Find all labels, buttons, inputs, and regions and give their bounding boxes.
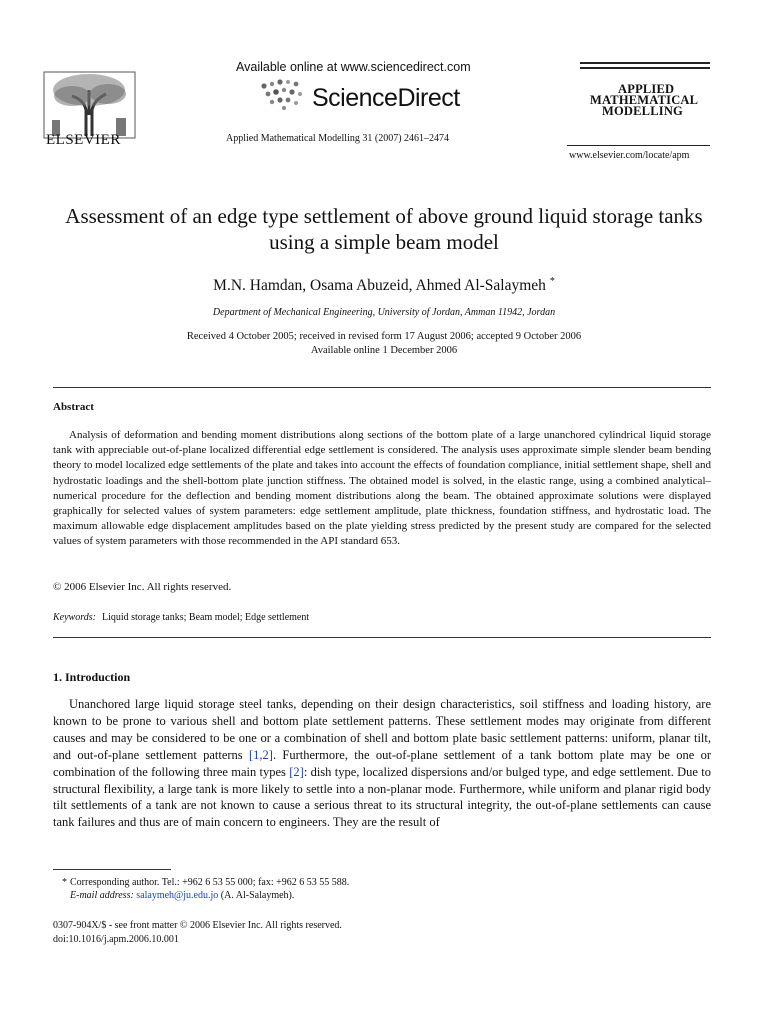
journal-url-link[interactable]: www.elsevier.com/locate/apm [569,150,690,161]
citation-link[interactable]: [1,2] [248,747,273,762]
abstract-text: Analysis of deformation and bending moment distributions along sections of the bottom plate of a large unanchored cylindrical liquid storage tank with appreciable out-of-plane localized differential edge settlement is considered. The analysis uses approximate simple slender beam bending theory to model localized edge settlements of the plate and takes into account the effects of foundation compliance, initial settlement shape, shell and hydrostatic loadings and the shell-bottom plate junction stiffness. The obtained model is solved, in the elastic range, using a combined analytical–numerical procedure for the deflection and bending moment distributions along the beam. The obtained approximate solutions were displayed graphically for selected values of system parameters: edge settlement amplitude, plate thickness, foundation stiffness, and hydrostatic load. The maximum allowable edge displacement amplitudes based on the plate yielding stress predicted by the present study are compared for the selected values of system parameters with those recommended in the API standard 653. [53,429,711,548]
footnote-rule [53,869,171,870]
keywords: Keywords: Liquid storage tanks; Beam model; Edge settlement [53,612,310,623]
article-title: Assessment of an edge type settlement of above ground liquid storage tanks using a simple beam model [65,204,703,254]
footnote: * Corresponding author. Tel.: +962 6 53 55 000; fax: +962 6 53 55 588. E-mail address: salaymeh@ju.edu.jo (A. Al-Salaymeh). [62,877,350,901]
affiliation: Department of Mechanical Engineering, University of Jordan, Amman 11942, Jordan [212,307,556,318]
available-online-text[interactable]: Available online at www.sciencedirect.com [236,60,471,74]
header-divider [567,145,710,146]
introduction-text: Unanchored large liquid storage steel tanks, depending on their design characteristics, soil stiffness and loading history, are known to be prone to various shell and bottom plate settlement patterns. These settlement modes may originate from different causes and may be considered to be one or a combination of shell and bottom plate basic settlement patterns: uniform, planar tilt, and out-of-plane settlement patterns [1,2]. Furthermore, the out-of-plane settlement of a tank bottom plate may be one or combination of the following three main types [2]: dish type, localized dispersions and/or bulged type, and edge settlement. Due to structural flexibility, a large tank is more likely to settle into a non-planar mode. Furthermore, while uniform and planar rigid body tilt settlements of a tank are not known to cause a serious threat to its structural integrity, the out-of-plane settlements can cause tank failures and thus are of main concern to engineers. They are the result of [53,697,711,830]
front-matter-info: 0307-904X/$ - see front matter © 2006 Elsevier Inc. All rights reserved. doi:10.1016/j.apm.2006.10.001 [53,920,342,945]
sciencedirect-logo: ScienceDirect [312,84,460,112]
received-dates: Received 4 October 2005; received in revised form 17 August 2006; accepted 9 October 2006 Available online 1 December 2006 [186,331,582,356]
abstract-heading: Abstract [53,401,94,413]
abstract-bottom-rule [53,637,711,638]
email-link[interactable]: salaymeh@ju.edu.jo [136,890,219,901]
abstract-copyright: © 2006 Elsevier Inc. All rights reserved. [53,581,232,593]
journal-logo: APPLIED MATHEMATICAL MODELLING [590,82,699,118]
corresponding-author-link[interactable]: * [549,276,555,287]
citation-link[interactable]: [2] [289,764,304,779]
doi-link[interactable]: doi:10.1016/j.apm.2006.10.001 [53,934,179,945]
abstract-top-rule [53,387,711,388]
journal-logo-rules [580,62,710,72]
section-heading-introduction: 1. Introduction [53,670,131,684]
publisher-name: ELSEVIER [46,132,121,148]
author-list: M.N. Hamdan, Osama Abuzeid, Ahmed Al-Salaymeh * [213,276,555,295]
sciencedirect-dots-icon [258,76,308,112]
journal-citation: Applied Mathematical Modelling 31 (2007) 2461–2474 [226,133,450,144]
